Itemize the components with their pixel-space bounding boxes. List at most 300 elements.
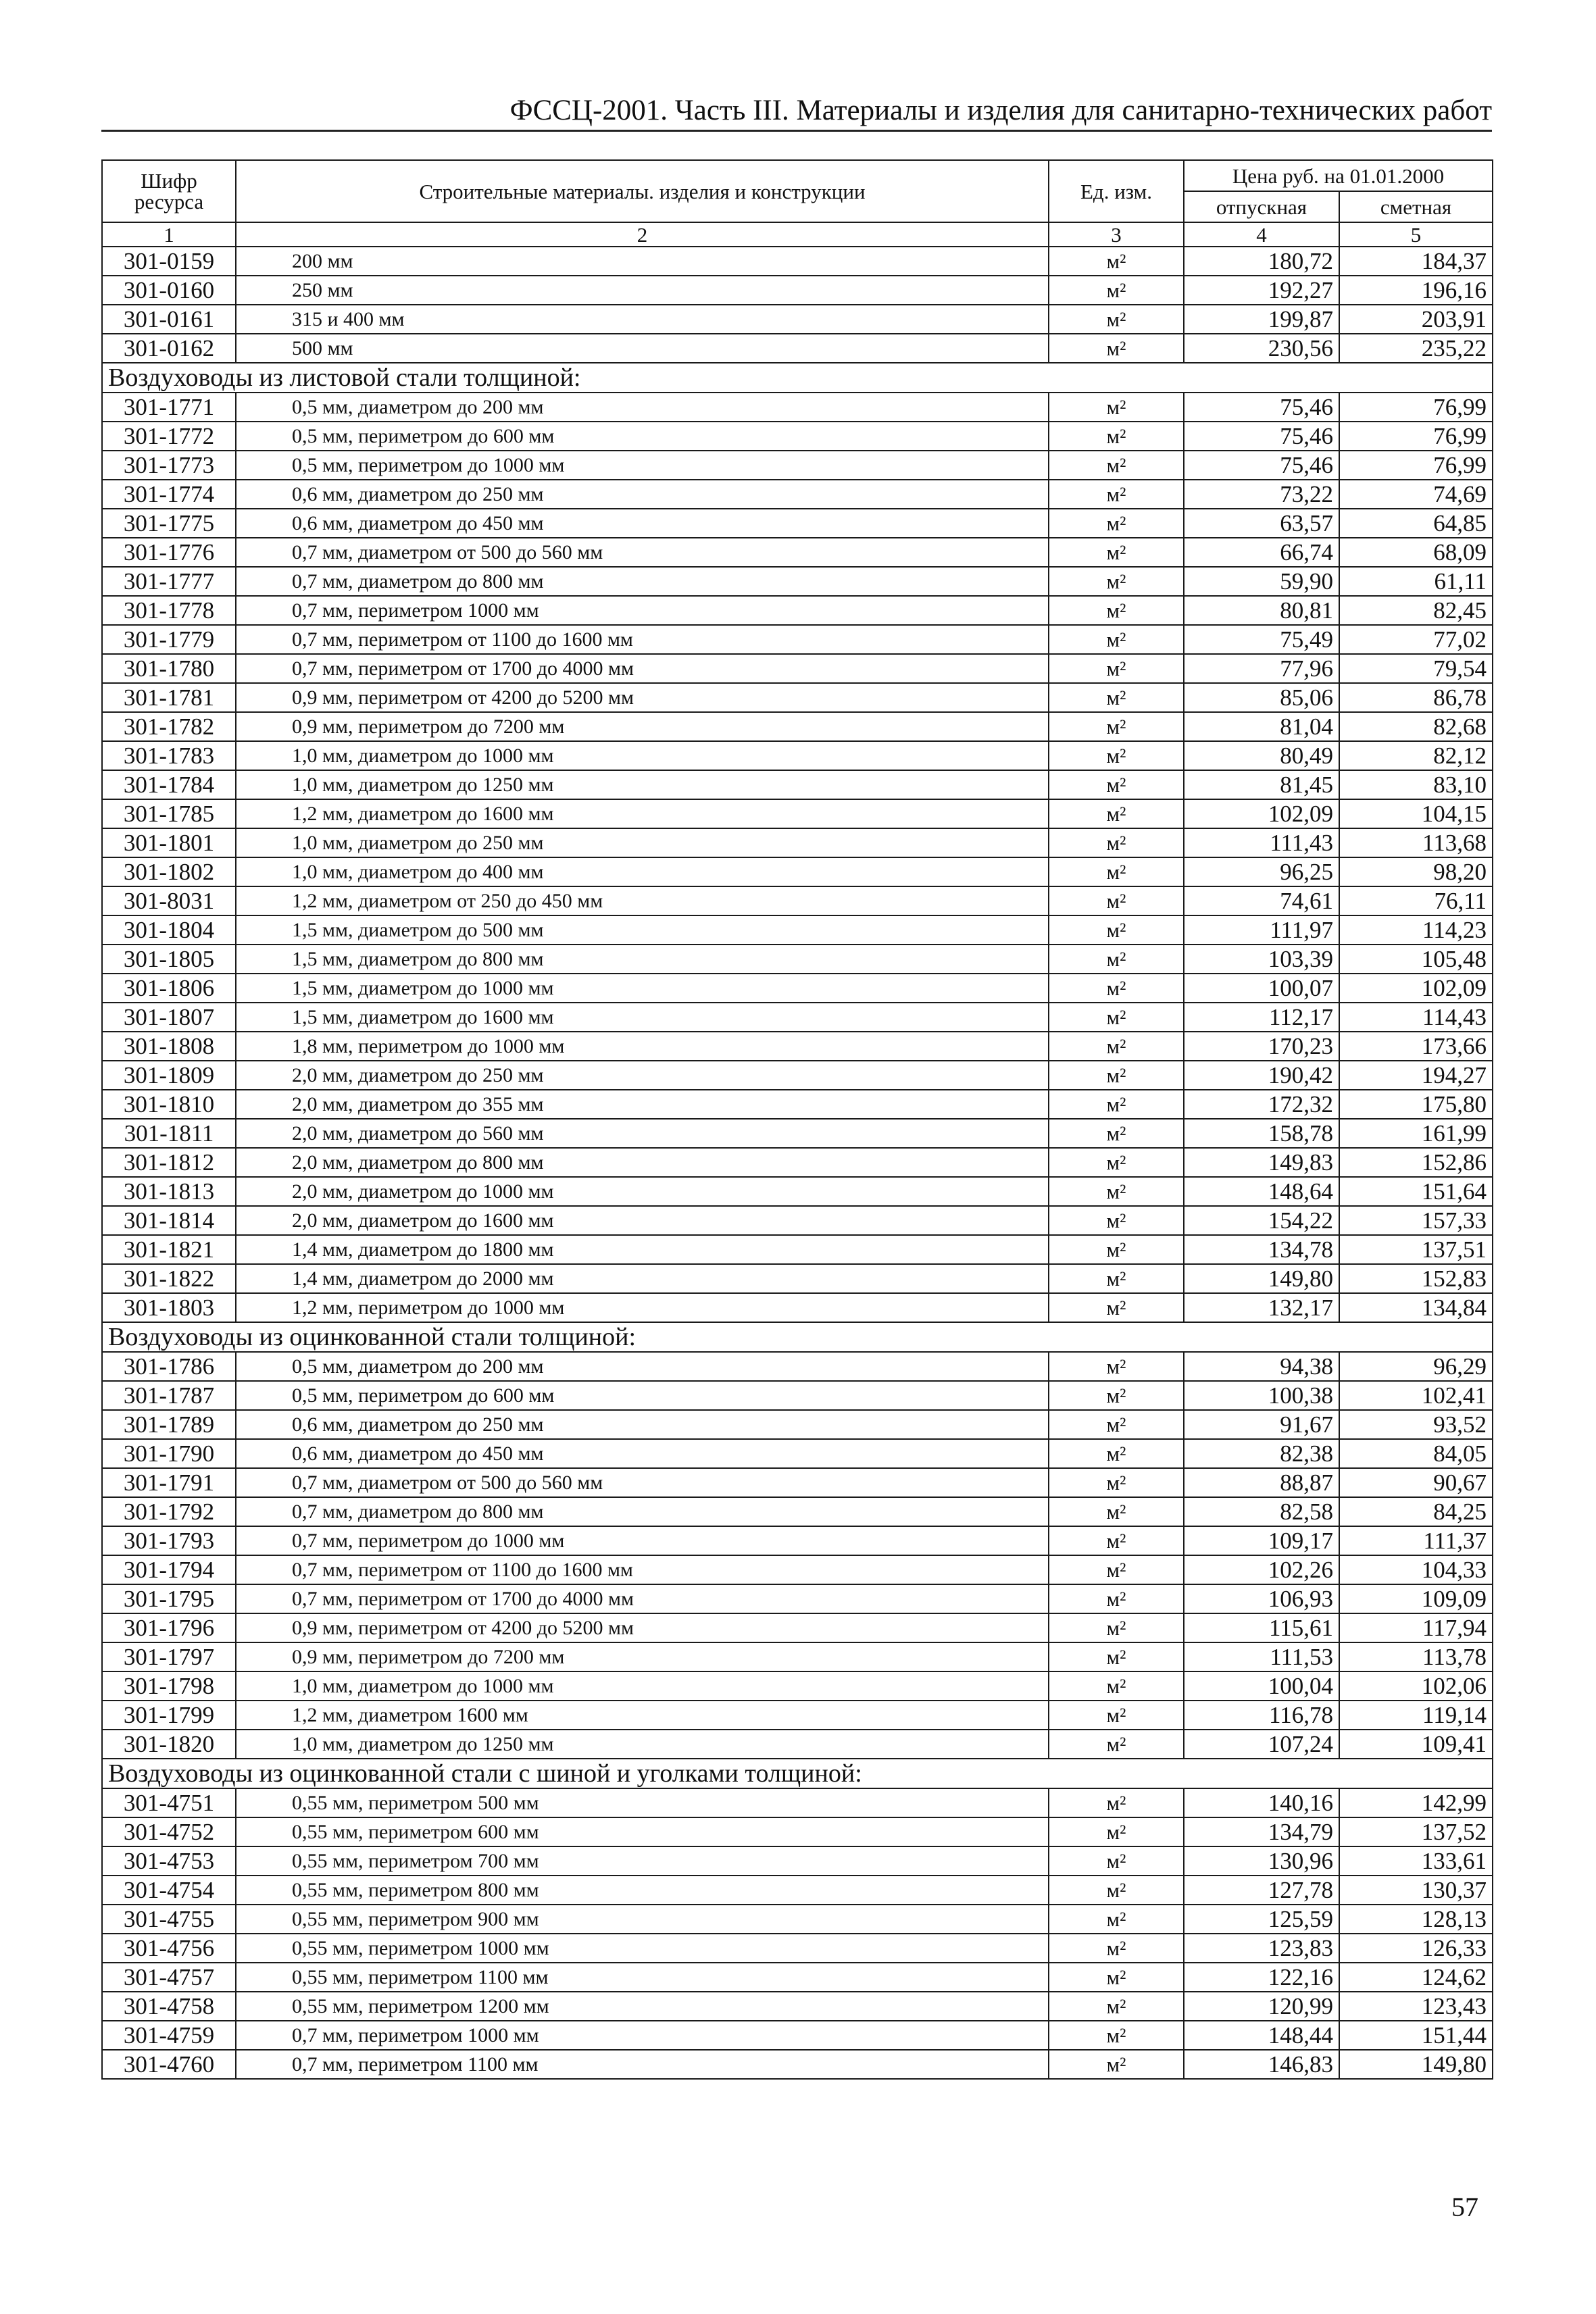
page-number: 57 xyxy=(1451,2192,1478,2222)
estimate-price-cell: 123,43 xyxy=(1339,1992,1493,2021)
table-row xyxy=(102,712,1493,741)
table-row xyxy=(102,509,1493,538)
table-row xyxy=(102,2021,1493,2050)
resource-code-cell: 301-1774 xyxy=(102,480,236,509)
section-heading-row xyxy=(102,1322,1493,1352)
unit-cell: м² xyxy=(1049,1497,1184,1526)
unit-cell: м² xyxy=(1049,625,1184,654)
resource-code-cell: 301-1804 xyxy=(102,915,236,945)
resource-code-cell: 301-0161 xyxy=(102,305,236,334)
estimate-price-cell: 128,13 xyxy=(1339,1905,1493,1934)
release-price-cell: 111,97 xyxy=(1184,915,1339,945)
estimate-price-cell: 126,33 xyxy=(1339,1934,1493,1963)
description-cell: 1,4 мм, диаметром до 2000 мм xyxy=(236,1264,1049,1293)
resource-code-cell: 301-4754 xyxy=(102,1876,236,1905)
estimate-price-cell: 109,09 xyxy=(1339,1584,1493,1613)
release-price-cell: 96,25 xyxy=(1184,857,1339,886)
table-row xyxy=(102,799,1493,828)
resource-code-cell: 301-1790 xyxy=(102,1439,236,1468)
resource-code-cell: 301-1778 xyxy=(102,596,236,625)
estimate-price-cell: 102,41 xyxy=(1339,1381,1493,1410)
description-cell: 0,7 мм, диаметром до 800 мм xyxy=(236,1497,1049,1526)
resource-code-cell: 301-1813 xyxy=(102,1177,236,1206)
table-row xyxy=(102,276,1493,305)
estimate-price-cell: 137,52 xyxy=(1339,1817,1493,1846)
resource-code-cell: 301-1779 xyxy=(102,625,236,654)
estimate-price-cell: 98,20 xyxy=(1339,857,1493,886)
release-price-cell: 127,78 xyxy=(1184,1876,1339,1905)
release-price-cell: 109,17 xyxy=(1184,1526,1339,1555)
release-price-cell: 66,74 xyxy=(1184,538,1339,567)
description-cell: 1,5 мм, диаметром до 1600 мм xyxy=(236,1003,1049,1032)
description-cell: 0,9 мм, периметром до 7200 мм xyxy=(236,1642,1049,1671)
table-row xyxy=(102,1090,1493,1119)
description-cell: 0,55 мм, периметром 1200 мм xyxy=(236,1992,1049,2021)
release-price-cell: 140,16 xyxy=(1184,1788,1339,1817)
resource-code-cell: 301-1799 xyxy=(102,1701,236,1730)
release-price-cell: 148,44 xyxy=(1184,2021,1339,2050)
estimate-price-cell: 104,15 xyxy=(1339,799,1493,828)
release-price-cell: 82,58 xyxy=(1184,1497,1339,1526)
release-price-cell: 106,93 xyxy=(1184,1584,1339,1613)
unit-cell: м² xyxy=(1049,654,1184,683)
unit-cell: м² xyxy=(1049,915,1184,945)
description-cell: 1,2 мм, диаметром от 250 до 450 мм xyxy=(236,886,1049,915)
estimate-price-cell: 113,78 xyxy=(1339,1642,1493,1671)
release-price-cell: 132,17 xyxy=(1184,1293,1339,1322)
unit-cell: м² xyxy=(1049,1905,1184,1934)
resource-code-cell: 301-4756 xyxy=(102,1934,236,1963)
unit-cell: м² xyxy=(1049,1642,1184,1671)
column-number: 1 xyxy=(102,222,236,247)
unit-cell: м² xyxy=(1049,1584,1184,1613)
description-cell: 0,55 мм, периметром 600 мм xyxy=(236,1817,1049,1846)
release-price-cell: 111,43 xyxy=(1184,828,1339,857)
estimate-price-cell: 61,11 xyxy=(1339,567,1493,596)
unit-cell: м² xyxy=(1049,1264,1184,1293)
release-price-cell: 112,17 xyxy=(1184,1003,1339,1032)
unit-cell: м² xyxy=(1049,596,1184,625)
description-cell: 0,7 мм, диаметром до 800 мм xyxy=(236,567,1049,596)
resource-code-cell: 301-4753 xyxy=(102,1846,236,1876)
description-cell: 1,4 мм, диаметром до 1800 мм xyxy=(236,1235,1049,1264)
unit-cell: м² xyxy=(1049,276,1184,305)
resource-code-cell: 301-1797 xyxy=(102,1642,236,1671)
description-cell: 0,7 мм, периметром от 1700 до 4000 мм xyxy=(236,654,1049,683)
description-cell: 0,7 мм, периметром 1000 мм xyxy=(236,2021,1049,2050)
estimate-price-cell: 142,99 xyxy=(1339,1788,1493,1817)
table-body xyxy=(102,247,1493,2079)
description-cell: 0,7 мм, периметром от 1100 до 1600 мм xyxy=(236,1555,1049,1584)
resource-code-cell: 301-1771 xyxy=(102,393,236,422)
description-cell: 0,6 мм, диаметром до 250 мм xyxy=(236,1410,1049,1439)
table-row xyxy=(102,1177,1493,1206)
resource-code-cell: 301-1786 xyxy=(102,1352,236,1381)
release-price-cell: 158,78 xyxy=(1184,1119,1339,1148)
description-cell: 0,55 мм, периметром 900 мм xyxy=(236,1905,1049,1934)
unit-cell: м² xyxy=(1049,974,1184,1003)
description-cell: 1,5 мм, диаметром до 1000 мм xyxy=(236,974,1049,1003)
release-price-cell: 190,42 xyxy=(1184,1061,1339,1090)
page-header-title: ФССЦ-2001. Часть III. Материалы и изделия для санитарно-технических работ xyxy=(509,95,1492,126)
release-price-cell: 100,04 xyxy=(1184,1671,1339,1701)
description-cell: 0,6 мм, диаметром до 450 мм xyxy=(236,1439,1049,1468)
table-row xyxy=(102,422,1493,451)
estimate-price-cell: 74,69 xyxy=(1339,480,1493,509)
resource-code-cell: 301-1822 xyxy=(102,1264,236,1293)
release-price-cell: 154,22 xyxy=(1184,1206,1339,1235)
estimate-price-cell: 104,33 xyxy=(1339,1555,1493,1584)
header-name: Строительные материалы. изделия и конструкции xyxy=(236,160,1049,222)
table-row xyxy=(102,1439,1493,1468)
resource-code-cell: 301-1775 xyxy=(102,509,236,538)
table-row xyxy=(102,1381,1493,1410)
description-cell: 0,55 мм, периметром 500 мм xyxy=(236,1788,1049,1817)
description-cell: 0,7 мм, периметром 1100 мм xyxy=(236,2050,1049,2079)
resource-code-cell: 301-1812 xyxy=(102,1148,236,1177)
header-price-release: отпускная xyxy=(1184,191,1339,222)
estimate-price-cell: 134,84 xyxy=(1339,1293,1493,1322)
release-price-cell: 75,49 xyxy=(1184,625,1339,654)
estimate-price-cell: 84,05 xyxy=(1339,1439,1493,1468)
estimate-price-cell: 93,52 xyxy=(1339,1410,1493,1439)
resource-code-cell: 301-8031 xyxy=(102,886,236,915)
estimate-price-cell: 82,12 xyxy=(1339,741,1493,770)
table-row xyxy=(102,334,1493,363)
description-cell: 0,5 мм, диаметром до 200 мм xyxy=(236,1352,1049,1381)
estimate-price-cell: 175,80 xyxy=(1339,1090,1493,1119)
table-row xyxy=(102,1817,1493,1846)
release-price-cell: 73,22 xyxy=(1184,480,1339,509)
release-price-cell: 91,67 xyxy=(1184,1410,1339,1439)
section-heading-row xyxy=(102,363,1493,393)
table-row xyxy=(102,1992,1493,2021)
unit-cell: м² xyxy=(1049,712,1184,741)
description-cell: 0,7 мм, периметром 1000 мм xyxy=(236,596,1049,625)
page-header xyxy=(101,89,1492,132)
description-cell: 1,2 мм, диаметром до 1600 мм xyxy=(236,799,1049,828)
unit-cell: м² xyxy=(1049,1555,1184,1584)
table-row xyxy=(102,1846,1493,1876)
resource-code-cell: 301-1792 xyxy=(102,1497,236,1526)
release-price-cell: 170,23 xyxy=(1184,1032,1339,1061)
description-cell: 1,0 мм, диаметром до 1000 мм xyxy=(236,741,1049,770)
table-row xyxy=(102,451,1493,480)
description-cell: 1,5 мм, диаметром до 800 мм xyxy=(236,945,1049,974)
release-price-cell: 149,83 xyxy=(1184,1148,1339,1177)
unit-cell: м² xyxy=(1049,1148,1184,1177)
resource-code-cell: 301-1814 xyxy=(102,1206,236,1235)
estimate-price-cell: 157,33 xyxy=(1339,1206,1493,1235)
resource-code-cell: 301-1802 xyxy=(102,857,236,886)
unit-cell: м² xyxy=(1049,857,1184,886)
estimate-price-cell: 194,27 xyxy=(1339,1061,1493,1090)
column-number-row xyxy=(102,222,1493,247)
estimate-price-cell: 79,54 xyxy=(1339,654,1493,683)
resource-code-cell: 301-1801 xyxy=(102,828,236,857)
resource-code-cell: 301-1821 xyxy=(102,1235,236,1264)
release-price-cell: 103,39 xyxy=(1184,945,1339,974)
table-row xyxy=(102,1264,1493,1293)
unit-cell: м² xyxy=(1049,1876,1184,1905)
release-price-cell: 116,78 xyxy=(1184,1701,1339,1730)
resource-code-cell: 301-1787 xyxy=(102,1381,236,1410)
unit-cell: м² xyxy=(1049,480,1184,509)
unit-cell: м² xyxy=(1049,1730,1184,1759)
release-price-cell: 59,90 xyxy=(1184,567,1339,596)
table-row xyxy=(102,1555,1493,1584)
description-cell: 1,2 мм, периметром до 1000 мм xyxy=(236,1293,1049,1322)
header-code: Шифр ресурса xyxy=(102,160,236,222)
column-number: 4 xyxy=(1184,222,1339,247)
resource-code-cell: 301-0159 xyxy=(102,247,236,276)
description-cell: 200 мм xyxy=(236,247,1049,276)
unit-cell: м² xyxy=(1049,422,1184,451)
description-cell: 2,0 мм, диаметром до 800 мм xyxy=(236,1148,1049,1177)
table-row xyxy=(102,1293,1493,1322)
table-row xyxy=(102,1410,1493,1439)
table-row xyxy=(102,1003,1493,1032)
unit-cell: м² xyxy=(1049,1032,1184,1061)
release-price-cell: 122,16 xyxy=(1184,1963,1339,1992)
table-row xyxy=(102,857,1493,886)
resource-code-cell: 301-1785 xyxy=(102,799,236,828)
table-row xyxy=(102,1613,1493,1642)
column-number: 5 xyxy=(1339,222,1493,247)
estimate-price-cell: 68,09 xyxy=(1339,538,1493,567)
unit-cell: м² xyxy=(1049,1090,1184,1119)
estimate-price-cell: 114,43 xyxy=(1339,1003,1493,1032)
resource-code-cell: 301-0162 xyxy=(102,334,236,363)
estimate-price-cell: 76,99 xyxy=(1339,393,1493,422)
release-price-cell: 75,46 xyxy=(1184,422,1339,451)
description-cell: 0,7 мм, диаметром от 500 до 560 мм xyxy=(236,1468,1049,1497)
description-cell: 0,55 мм, периметром 1000 мм xyxy=(236,1934,1049,1963)
description-cell: 2,0 мм, диаметром до 560 мм xyxy=(236,1119,1049,1148)
release-price-cell: 102,09 xyxy=(1184,799,1339,828)
resource-code-cell: 301-1820 xyxy=(102,1730,236,1759)
description-cell: 1,5 мм, диаметром до 500 мм xyxy=(236,915,1049,945)
release-price-cell: 123,83 xyxy=(1184,1934,1339,1963)
table-row xyxy=(102,1642,1493,1671)
release-price-cell: 75,46 xyxy=(1184,393,1339,422)
resource-code-cell: 301-1806 xyxy=(102,974,236,1003)
resource-code-cell: 301-4755 xyxy=(102,1905,236,1934)
unit-cell: м² xyxy=(1049,509,1184,538)
release-price-cell: 120,99 xyxy=(1184,1992,1339,2021)
unit-cell: м² xyxy=(1049,1439,1184,1468)
price-table xyxy=(101,159,1493,2080)
estimate-price-cell: 90,67 xyxy=(1339,1468,1493,1497)
resource-code-cell: 301-1780 xyxy=(102,654,236,683)
unit-cell: м² xyxy=(1049,1410,1184,1439)
description-cell: 0,7 мм, периметром от 1700 до 4000 мм xyxy=(236,1584,1049,1613)
unit-cell: м² xyxy=(1049,1381,1184,1410)
description-cell: 1,2 мм, диаметром 1600 мм xyxy=(236,1701,1049,1730)
description-cell: 1,0 мм, диаметром до 400 мм xyxy=(236,857,1049,886)
header-unit: Ед. изм. xyxy=(1049,160,1184,222)
resource-code-cell: 301-1789 xyxy=(102,1410,236,1439)
release-price-cell: 180,72 xyxy=(1184,247,1339,276)
section-heading: Воздуховоды из оцинкованной стали с шиной и уголками толщиной: xyxy=(102,1759,1493,1788)
unit-cell: м² xyxy=(1049,1846,1184,1876)
description-cell: 500 мм xyxy=(236,334,1049,363)
release-price-cell: 192,27 xyxy=(1184,276,1339,305)
resource-code-cell: 301-1798 xyxy=(102,1671,236,1701)
description-cell: 0,6 мм, диаметром до 450 мм xyxy=(236,509,1049,538)
estimate-price-cell: 105,48 xyxy=(1339,945,1493,974)
estimate-price-cell: 83,10 xyxy=(1339,770,1493,799)
table-row xyxy=(102,1934,1493,1963)
unit-cell: м² xyxy=(1049,1992,1184,2021)
table-row xyxy=(102,596,1493,625)
estimate-price-cell: 173,66 xyxy=(1339,1032,1493,1061)
unit-cell: м² xyxy=(1049,538,1184,567)
description-cell: 315 и 400 мм xyxy=(236,305,1049,334)
resource-code-cell: 301-1782 xyxy=(102,712,236,741)
unit-cell: м² xyxy=(1049,1963,1184,1992)
resource-code-cell: 301-1808 xyxy=(102,1032,236,1061)
estimate-price-cell: 124,62 xyxy=(1339,1963,1493,1992)
description-cell: 0,9 мм, периметром от 4200 до 5200 мм xyxy=(236,683,1049,712)
description-cell: 1,0 мм, диаметром до 250 мм xyxy=(236,828,1049,857)
description-cell: 0,55 мм, периметром 1100 мм xyxy=(236,1963,1049,1992)
table-row xyxy=(102,625,1493,654)
unit-cell: м² xyxy=(1049,1293,1184,1322)
table-row xyxy=(102,2050,1493,2079)
estimate-price-cell: 149,80 xyxy=(1339,2050,1493,2079)
resource-code-cell: 301-1772 xyxy=(102,422,236,451)
release-price-cell: 81,04 xyxy=(1184,712,1339,741)
header-price-estimate: сметная xyxy=(1339,191,1493,222)
description-cell: 0,5 мм, периметром до 600 мм xyxy=(236,422,1049,451)
table-row xyxy=(102,1584,1493,1613)
estimate-price-cell: 82,68 xyxy=(1339,712,1493,741)
description-cell: 2,0 мм, диаметром до 355 мм xyxy=(236,1090,1049,1119)
estimate-price-cell: 133,61 xyxy=(1339,1846,1493,1876)
estimate-price-cell: 102,09 xyxy=(1339,974,1493,1003)
header-price-group: Цена руб. на 01.01.2000 xyxy=(1184,160,1493,191)
release-price-cell: 85,06 xyxy=(1184,683,1339,712)
release-price-cell: 100,07 xyxy=(1184,974,1339,1003)
table-row xyxy=(102,770,1493,799)
description-cell: 0,5 мм, периметром до 1000 мм xyxy=(236,451,1049,480)
table-row xyxy=(102,1497,1493,1526)
unit-cell: м² xyxy=(1049,1003,1184,1032)
section-heading: Воздуховоды из листовой стали толщиной: xyxy=(102,363,1493,393)
unit-cell: м² xyxy=(1049,1119,1184,1148)
release-price-cell: 230,56 xyxy=(1184,334,1339,363)
estimate-price-cell: 76,11 xyxy=(1339,886,1493,915)
resource-code-cell: 301-4760 xyxy=(102,2050,236,2079)
release-price-cell: 172,32 xyxy=(1184,1090,1339,1119)
table-row xyxy=(102,1788,1493,1817)
resource-code-cell: 301-1783 xyxy=(102,741,236,770)
release-price-cell: 81,45 xyxy=(1184,770,1339,799)
release-price-cell: 148,64 xyxy=(1184,1177,1339,1206)
unit-cell: м² xyxy=(1049,334,1184,363)
resource-code-cell: 301-0160 xyxy=(102,276,236,305)
table-row xyxy=(102,1963,1493,1992)
release-price-cell: 111,53 xyxy=(1184,1642,1339,1671)
estimate-price-cell: 235,22 xyxy=(1339,334,1493,363)
description-cell: 0,7 мм, периметром до 1000 мм xyxy=(236,1526,1049,1555)
unit-cell: м² xyxy=(1049,1061,1184,1090)
table-row xyxy=(102,305,1493,334)
resource-code-cell: 301-4757 xyxy=(102,1963,236,1992)
description-cell: 0,9 мм, периметром до 7200 мм xyxy=(236,712,1049,741)
table-row xyxy=(102,741,1493,770)
release-price-cell: 146,83 xyxy=(1184,2050,1339,2079)
column-number: 2 xyxy=(236,222,1049,247)
release-price-cell: 88,87 xyxy=(1184,1468,1339,1497)
description-cell: 0,5 мм, диаметром до 200 мм xyxy=(236,393,1049,422)
estimate-price-cell: 76,99 xyxy=(1339,422,1493,451)
unit-cell: м² xyxy=(1049,305,1184,334)
table-row xyxy=(102,247,1493,276)
estimate-price-cell: 84,25 xyxy=(1339,1497,1493,1526)
description-cell: 2,0 мм, диаметром до 1000 мм xyxy=(236,1177,1049,1206)
unit-cell: м² xyxy=(1049,451,1184,480)
estimate-price-cell: 86,78 xyxy=(1339,683,1493,712)
description-cell: 0,55 мм, периметром 700 мм xyxy=(236,1846,1049,1876)
table-row xyxy=(102,974,1493,1003)
estimate-price-cell: 203,91 xyxy=(1339,305,1493,334)
unit-cell: м² xyxy=(1049,1235,1184,1264)
resource-code-cell: 301-1795 xyxy=(102,1584,236,1613)
unit-cell: м² xyxy=(1049,1177,1184,1206)
release-price-cell: 100,38 xyxy=(1184,1381,1339,1410)
release-price-cell: 134,78 xyxy=(1184,1235,1339,1264)
table-row xyxy=(102,1119,1493,1148)
release-price-cell: 115,61 xyxy=(1184,1613,1339,1642)
description-cell: 1,8 мм, периметром до 1000 мм xyxy=(236,1032,1049,1061)
table-row xyxy=(102,915,1493,945)
release-price-cell: 63,57 xyxy=(1184,509,1339,538)
unit-cell: м² xyxy=(1049,1613,1184,1642)
table-row xyxy=(102,538,1493,567)
resource-code-cell: 301-1791 xyxy=(102,1468,236,1497)
section-heading: Воздуховоды из оцинкованной стали толщиной: xyxy=(102,1322,1493,1352)
resource-code-cell: 301-1811 xyxy=(102,1119,236,1148)
table-row xyxy=(102,945,1493,974)
release-price-cell: 125,59 xyxy=(1184,1905,1339,1934)
resource-code-cell: 301-1781 xyxy=(102,683,236,712)
table-row xyxy=(102,1876,1493,1905)
unit-cell: м² xyxy=(1049,393,1184,422)
unit-cell: м² xyxy=(1049,2050,1184,2079)
table-row xyxy=(102,1206,1493,1235)
resource-code-cell: 301-1803 xyxy=(102,1293,236,1322)
estimate-price-cell: 77,02 xyxy=(1339,625,1493,654)
unit-cell: м² xyxy=(1049,1817,1184,1846)
resource-code-cell: 301-1805 xyxy=(102,945,236,974)
estimate-price-cell: 96,29 xyxy=(1339,1352,1493,1381)
table-row xyxy=(102,1671,1493,1701)
resource-code-cell: 301-4759 xyxy=(102,2021,236,2050)
release-price-cell: 77,96 xyxy=(1184,654,1339,683)
estimate-price-cell: 114,23 xyxy=(1339,915,1493,945)
description-cell: 0,55 мм, периметром 800 мм xyxy=(236,1876,1049,1905)
table-row xyxy=(102,654,1493,683)
resource-code-cell: 301-4758 xyxy=(102,1992,236,2021)
resource-code-cell: 301-1809 xyxy=(102,1061,236,1090)
description-cell: 0,6 мм, диаметром до 250 мм xyxy=(236,480,1049,509)
table-row xyxy=(102,828,1493,857)
resource-code-cell: 301-4752 xyxy=(102,1817,236,1846)
unit-cell: м² xyxy=(1049,1701,1184,1730)
unit-cell: м² xyxy=(1049,1352,1184,1381)
